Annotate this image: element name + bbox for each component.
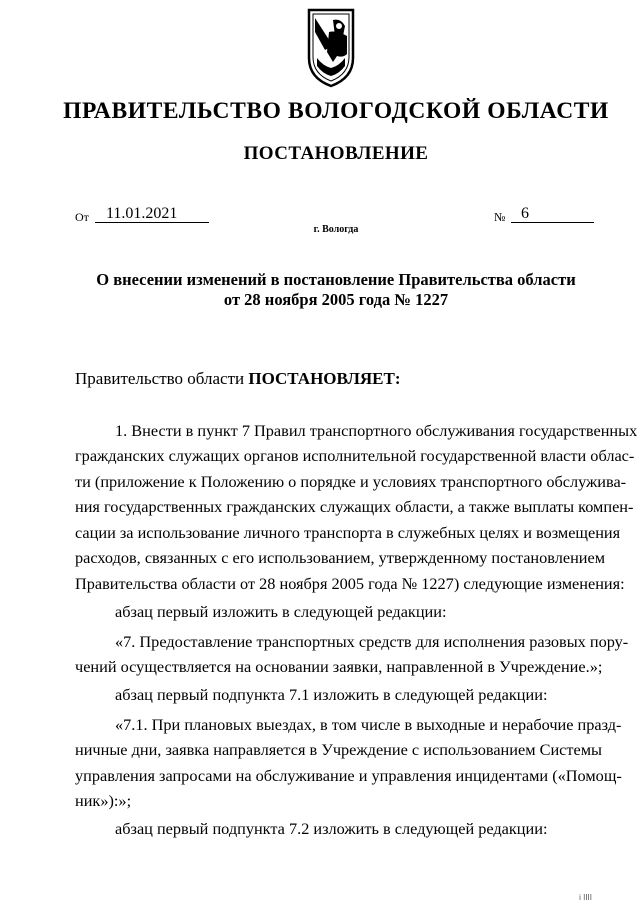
government-header: ПРАВИТЕЛЬСТВО ВОЛОГОДСКОЙ ОБЛАСТИ xyxy=(63,98,609,124)
body-line: управления запросами на обслуживание и управления инцидентами («Помощ- xyxy=(75,766,622,785)
body-line: ник»):»; xyxy=(75,791,132,810)
document-date: 11.01.2021 xyxy=(106,205,178,222)
body-line: ничные дни, заявка направляется в Учреждение с использованием Системы xyxy=(75,740,602,759)
body-line: абзац первый подпункта 7.1 изложить в следующей редакции: xyxy=(115,685,548,704)
body-line: сации за использование личного транспорта в служебных целях и возмещения xyxy=(75,523,621,542)
title-line-1: О внесении изменений в постановление Правительства области xyxy=(96,270,576,289)
date-prefix: От xyxy=(75,210,89,224)
footer-mark: і ІІІІ xyxy=(579,893,592,902)
number-prefix: № xyxy=(494,210,506,224)
body-line: гражданских служащих органов исполнительной государственной власти облас- xyxy=(75,446,635,465)
body-line: чений осуществляется на основании заявки, направленной в Учреждение.»; xyxy=(75,657,603,676)
lead-text: Правительство области xyxy=(75,369,249,388)
body-line: абзац первый подпункта 7.2 изложить в следующей редакции: xyxy=(115,819,548,838)
body-line: 1. Внести в пункт 7 Правил транспортного обслуживания государственных xyxy=(115,421,638,440)
lead-bold-text: ПОСТАНОВЛЯЕТ: xyxy=(248,369,401,388)
title-line-2: от 28 ноября 2005 года № 1227 xyxy=(223,290,449,309)
body-line: ния государственных гражданских служащих области, а также выплаты компен- xyxy=(75,497,634,516)
document-number: 6 xyxy=(521,205,529,222)
body-line: Правительства области от 28 ноября 2005 года № 1227) следующие изменения: xyxy=(75,574,625,593)
body-line: расходов, связанных с его использованием, утвержденному постановлением xyxy=(75,548,606,567)
document-title xyxy=(60,270,612,310)
city-label: г. Вологда xyxy=(313,224,359,235)
body-line: ти (приложение к Положению о порядке и условиях транспортного обслужива- xyxy=(75,472,627,491)
coat-of-arms-emblem xyxy=(303,6,359,88)
number-underline xyxy=(511,222,594,223)
body-line: абзац первый изложить в следующей редакции: xyxy=(115,602,447,621)
date-underline xyxy=(95,222,209,223)
body-line: «7.1. При плановых выездах, в том числе в выходные и нерабочие празд- xyxy=(115,715,622,734)
decree-lead xyxy=(75,369,401,389)
body-line: «7. Предоставление транспортных средств для исполнения разовых пору- xyxy=(115,632,629,651)
document-type-header: ПОСТАНОВЛЕНИЕ xyxy=(243,143,429,164)
